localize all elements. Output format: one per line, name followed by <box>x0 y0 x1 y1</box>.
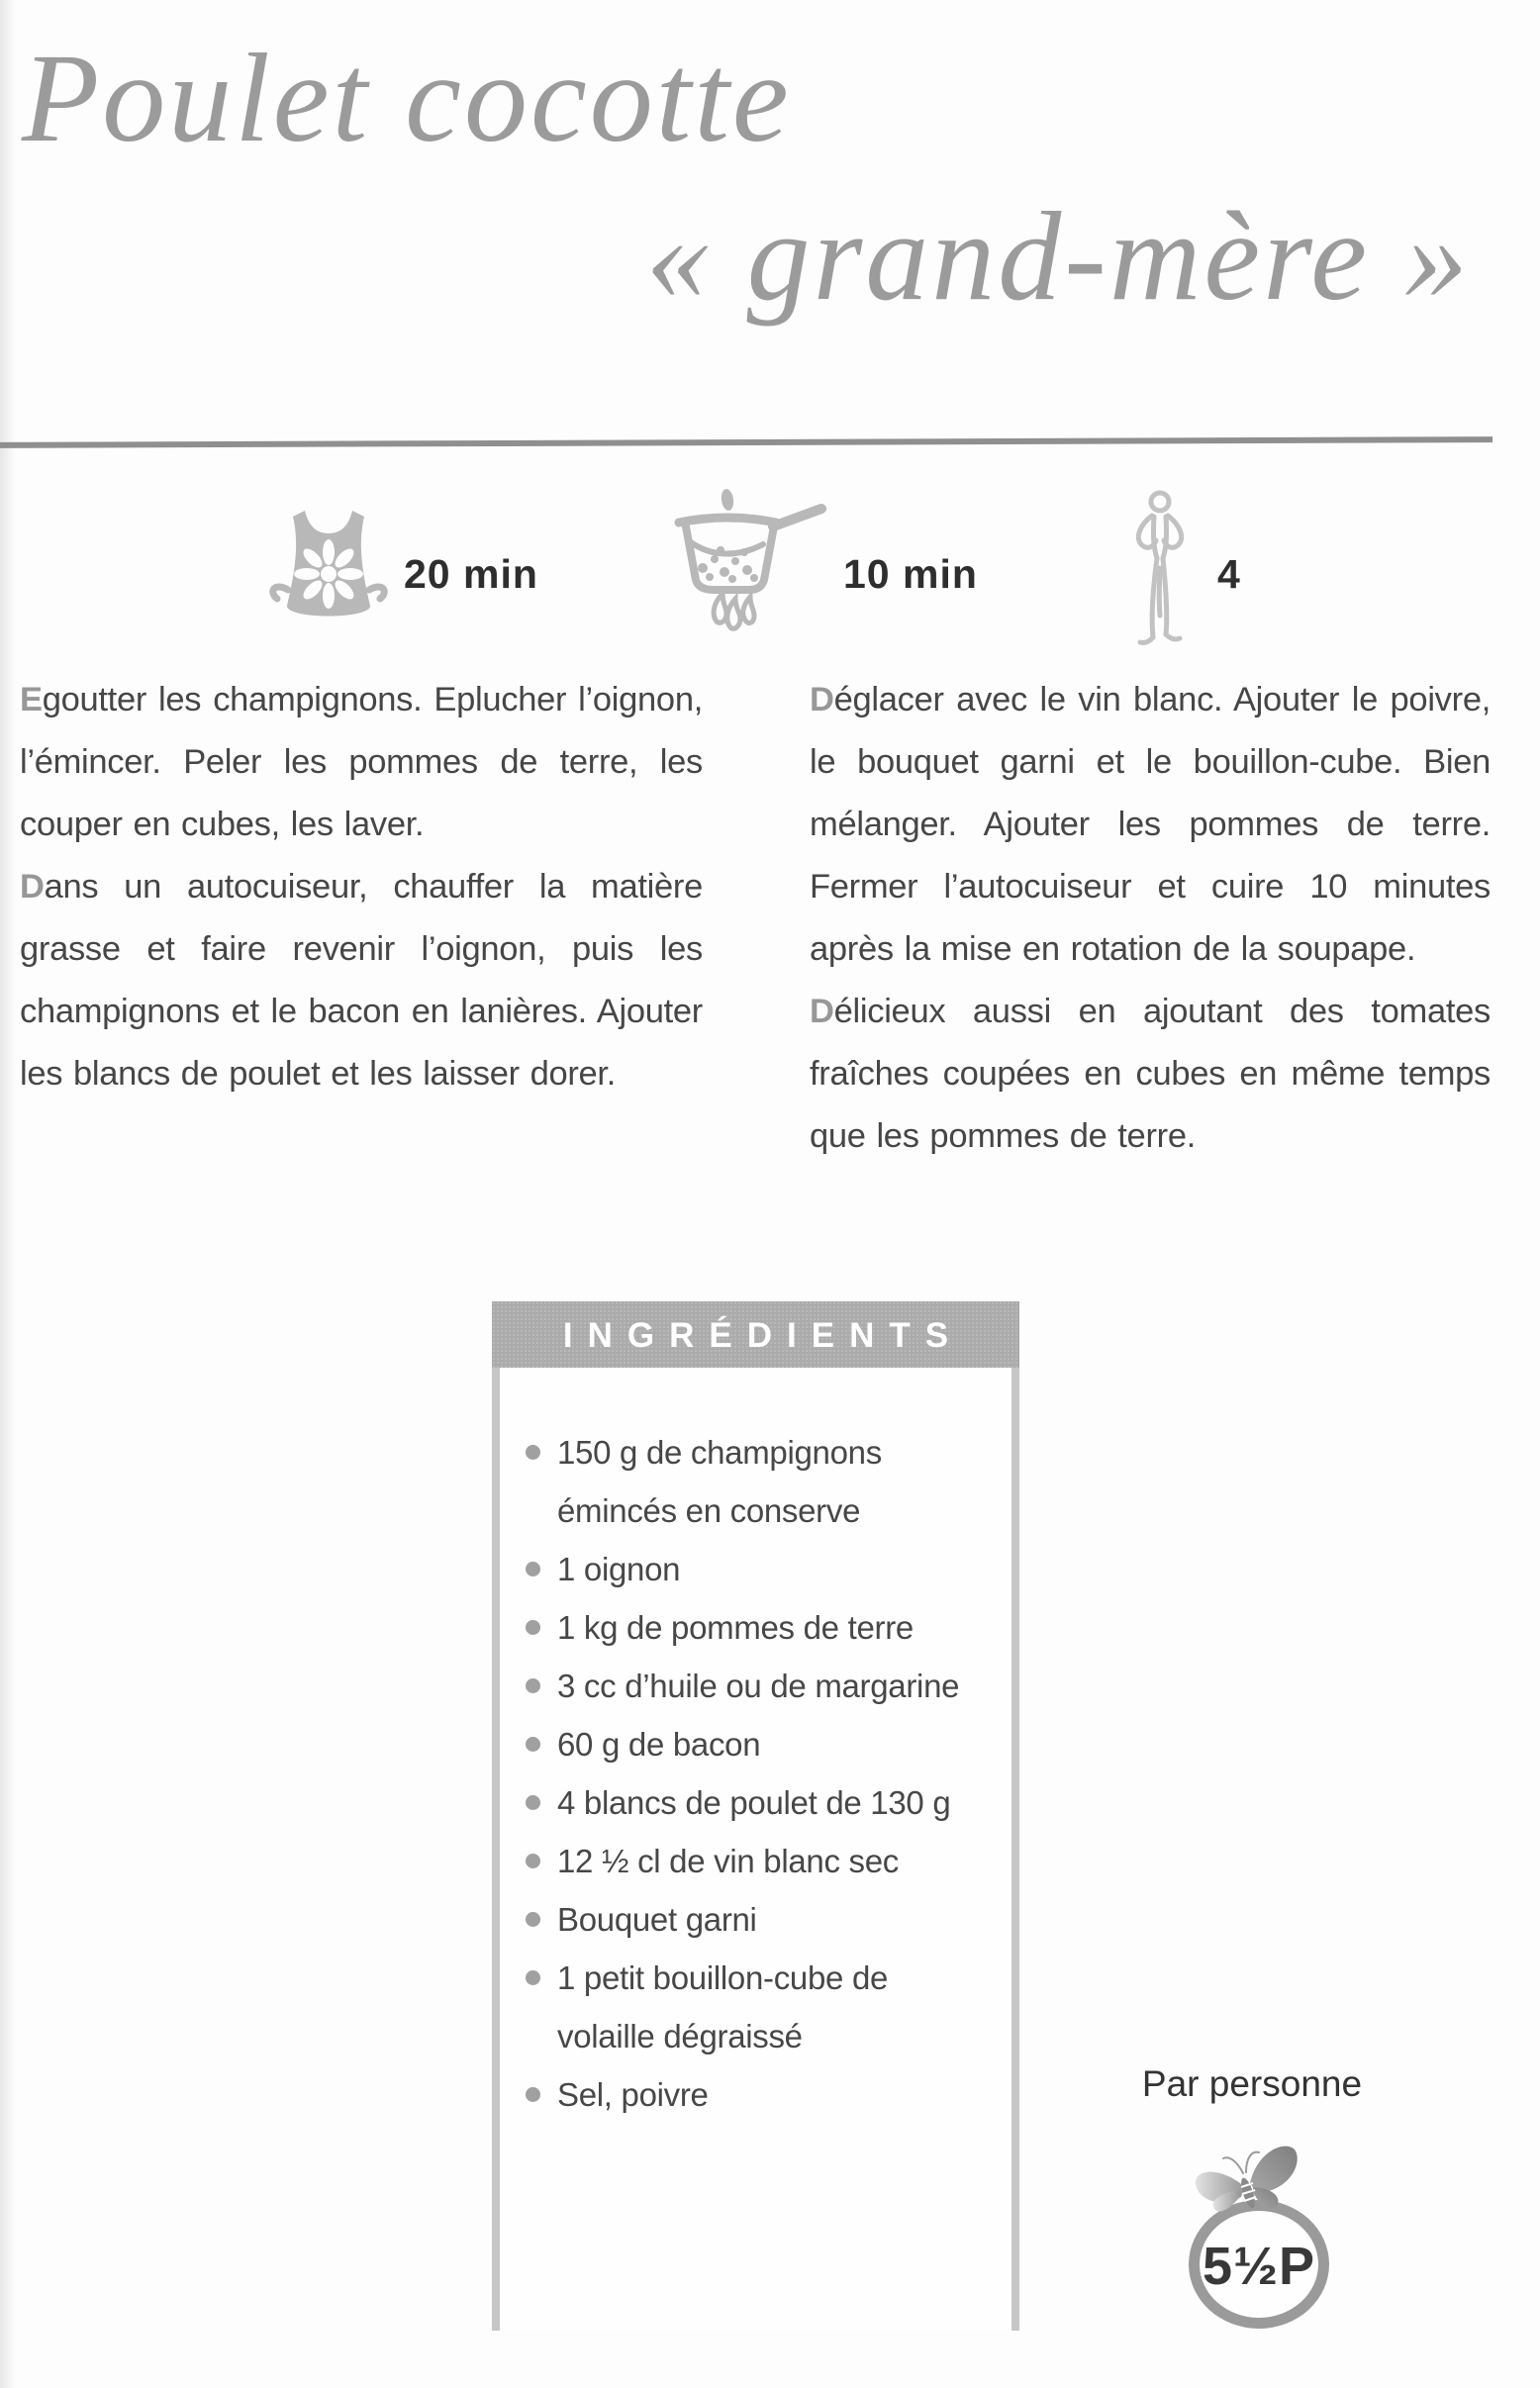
ingredient-text: 1 oignon <box>557 1551 681 1587</box>
bullet-icon <box>526 1620 540 1635</box>
ingredient-text: 3 cc d’huile ou de margarine <box>557 1668 960 1704</box>
paragraph-text: goutter les champignons. Eplucher l’oignon, l’émincer. Peler les pommes de terre, les couper en cubes, les laver. <box>20 681 703 843</box>
butterfly-icon <box>1188 2138 1304 2247</box>
servings-label: 4 <box>1217 551 1241 597</box>
ingredient-text: 60 g de bacon <box>557 1726 761 1763</box>
ingredients-box <box>492 1301 1019 2331</box>
page-title: Poulet cocotte <box>22 28 792 168</box>
bullet-icon <box>526 2087 540 2102</box>
ingredient-item <box>526 1657 992 1715</box>
ingredient-text: 1 petit bouillon-cube de volaille dégraissé <box>557 1959 889 2054</box>
ingredient-text: 150 g de champignons émincés en conserve <box>557 1434 882 1529</box>
bullet-icon <box>526 1912 540 1927</box>
bullet-icon <box>526 1854 540 1868</box>
apron-icon <box>265 507 392 640</box>
drop-cap: D <box>810 681 834 718</box>
ingredient-text: 12 ½ cl de vin blanc sec <box>557 1843 900 1879</box>
bullet-icon <box>526 1562 540 1576</box>
bullet-icon <box>526 1678 540 1693</box>
paragraph-text: élicieux aussi en ajoutant des tomates fraîches coupées en cubes en même temps que les pommes de terre. <box>810 993 1491 1155</box>
drop-cap: E <box>20 681 43 718</box>
ingredient-item <box>526 1598 992 1657</box>
paragraph-text: ans un autocuiseur, chauffer la matière grasse et faire revenir l’oignon, puis les champignons et le bacon en lanières. Ajouter les blancs de poulet et les laisser dorer. <box>20 868 703 1093</box>
instruction-paragraph <box>810 981 1491 1168</box>
instructions-column-right <box>810 669 1491 1168</box>
instruction-paragraph <box>20 856 703 1105</box>
bullet-icon <box>526 1445 540 1460</box>
instructions-column-left <box>20 669 703 1105</box>
cook-time-label: 10 min <box>843 551 978 597</box>
ingredient-item <box>526 1773 992 1832</box>
bullet-icon <box>526 1737 540 1752</box>
page-subtitle: « grand-mère » <box>645 186 1471 327</box>
ingredients-header: INGRÉDIENTS <box>492 1301 1019 1368</box>
ingredient-item <box>526 1949 992 2065</box>
drop-cap: D <box>810 993 834 1030</box>
points-value: 5½P <box>1202 2237 1316 2296</box>
bullet-icon <box>526 1795 540 1810</box>
ingredients-list <box>526 1423 992 2124</box>
ingredient-text: 4 blancs de poulet de 130 g <box>557 1784 951 1821</box>
ingredient-text: 1 kg de pommes de terre <box>557 1609 914 1646</box>
bullet-icon <box>526 1970 540 1985</box>
drop-cap: D <box>20 868 45 906</box>
divider <box>0 436 1492 448</box>
person-icon <box>1114 489 1205 660</box>
ingredient-text: Bouquet garni <box>557 1901 757 1938</box>
ingredients-body <box>492 1368 1019 2331</box>
saucepan-icon <box>665 483 835 644</box>
ingredient-item <box>526 2065 992 2124</box>
ingredient-item <box>526 1423 992 1540</box>
ingredient-item <box>526 1540 992 1598</box>
ingredient-text: Sel, poivre <box>557 2076 709 2113</box>
per-person-caption: Par personne <box>1141 2063 1363 2104</box>
ingredient-item <box>526 1832 992 1890</box>
paragraph-text: églacer avec le vin blanc. Ajouter le poivre, le bouquet garni et le bouillon-cube. Bien mélanger. Ajouter les pommes de terre. Fermer l’autocuiseur et cuire 10 minutes après la mise en rotation de la soupape. <box>810 681 1491 968</box>
prep-time-label: 20 min <box>404 551 538 597</box>
instruction-paragraph <box>20 669 703 856</box>
instruction-paragraph <box>810 669 1491 981</box>
ingredient-item <box>526 1890 992 1949</box>
ingredient-item <box>526 1715 992 1773</box>
